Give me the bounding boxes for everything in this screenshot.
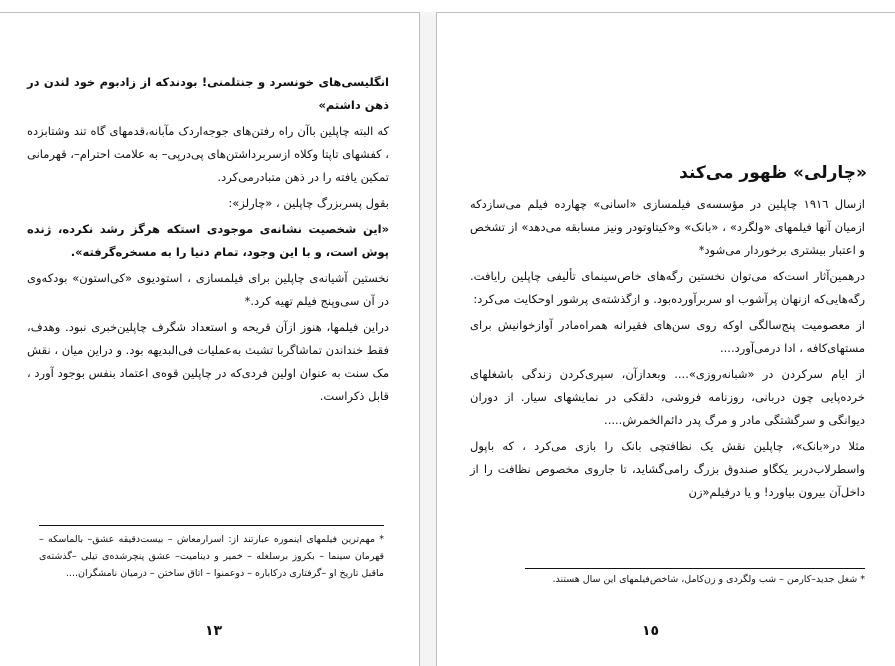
page-number-right: ١٥ xyxy=(642,623,660,639)
paragraph: بقول پسربزرگ چاپلین ، «چارلز»: xyxy=(228,196,389,210)
footnote-rule xyxy=(39,525,384,526)
paragraph: از معصومیت پنج‌سالگی او‌که روی سن‌های فقیرانه همراه‌مادر آوازخوانیش برای مستهای‌کافه ، ادا درمی‌آورد.... xyxy=(470,318,865,355)
right-page-body xyxy=(470,193,865,507)
paragraph: مثلا در«بانک»، چاپلین نقش یک نظافتچی بانک را بازی می‌کرد ، که باپول واسطرلاب‌دربر یکگاو صندوق بزرگ رامی‌گشاید، تا جاروی مخصوص نظافت را از داخل‌آن بیرون بیاورد! و یا درفیلم«زن xyxy=(470,439,865,499)
chapter-title: «چارلی» ظهور می‌کند xyxy=(679,163,867,183)
footnote-rule xyxy=(525,568,865,569)
left-footnote: * مهم‌ترین فیلمهای اینموره عبارتند از: اسرارمعاش – بیست‌دقیقه عشق– بالماسکه – قهرمان سینما – بکروز برسلغله – خمیر و دینامیت– عشق پنچرشده‌ی تیلی –گذشته‌ی ماقبل تاریخ او –گرفتاری درکاباره – دوعمنوا – اتاق ساختن – درمیان نامشگران.... xyxy=(39,534,384,579)
paragraph: از ایام سرکردن در «شبانه‌روزی».... وبعدازآن، سپری‌کردن زندگی باشغلهای خرده‌پایی چون دربانی، روزنامه فروشی، دلقکی در نمایشهای سیار. از دوران دیوانگی و سرگشتگی مادر و مرگ پدر دائم‌الخمرش..... xyxy=(470,367,865,427)
paragraph: درهمین‌آثار است‌که می‌توان نخستین رگه‌های خاص‌سینمای تألیفی چاپلین رایافت. رگه‌هایی‌که ازنهان پرآشوب او سربرآورده‌بود. و ازگذشته‌ی پرشور او‌حکایت می‌کرد: xyxy=(470,269,865,306)
left-page xyxy=(0,12,420,666)
right-footnote: * شغل جدید–کارمن – شب ولگردی و زن‌کامل، شاخص‌فیلمهای این سال هستند. xyxy=(552,574,865,585)
page-number-left: ١٣ xyxy=(205,623,223,639)
paragraph: دراین فیلمها، هنوز ازآن قریحه و استعداد شگرف چاپلین‌خبری نبود. وهدف، فقط خنداندن تماشاگربا تشبث به‌عملیات فی‌البدیهه بود. و دراین میان ، نقش مک سنت به عنوان اولین فردی‌که در چاپلین قوه‌ی اعتماد بنفس بوجود آورد ، قابل ذکراست. xyxy=(27,320,389,403)
paragraph: ازسال ١٩١٦ چاپلین در مؤسسه‌ی فیلمسازی «اسانی» چهارده فیلم می‌سازدکه ازمیان آنها فیلمهای «ولگرد» ، «بانک» و«کیتاوتودر ونیز مسابقه می‌دهد» از تشخص و اعتبار بیشتری برخوردار می‌شود* xyxy=(470,197,865,257)
book-gutter xyxy=(420,12,436,666)
right-page xyxy=(436,12,895,666)
paragraph: که البته چاپلین باآن راه رفتن‌های جوجه‌اردک مآبانه،قدمهای گاه تند وشتابزده ، کفشهای تاپتا وکلاه ازسربرداشتن‌های پی‌درپی– به علامت احترام–، قهرمانی تمکین یافته را در ذهن متبادرمی‌کرد. xyxy=(27,124,389,184)
paragraph: انگلیسی‌های خونسرد و جنتلمنی! بودندکه از زادبوم خود لندن در ذهن داشتم» xyxy=(27,75,389,112)
paragraph: «این شخصیت نشانه‌ی موجودی استکه هرگز رشد نکرده، ژنده پوش است، و با این وجود، تمام دنیا را به مسخره‌گرفته». xyxy=(27,222,389,259)
left-page-body xyxy=(27,71,389,411)
paragraph: نخستین آشیانه‌ی چاپلین برای فیلمسازی ، استودیوی «کی‌استون» بودکه‌وی در آن سی‌وپنج فیلم تهیه کرد.* xyxy=(27,271,389,308)
